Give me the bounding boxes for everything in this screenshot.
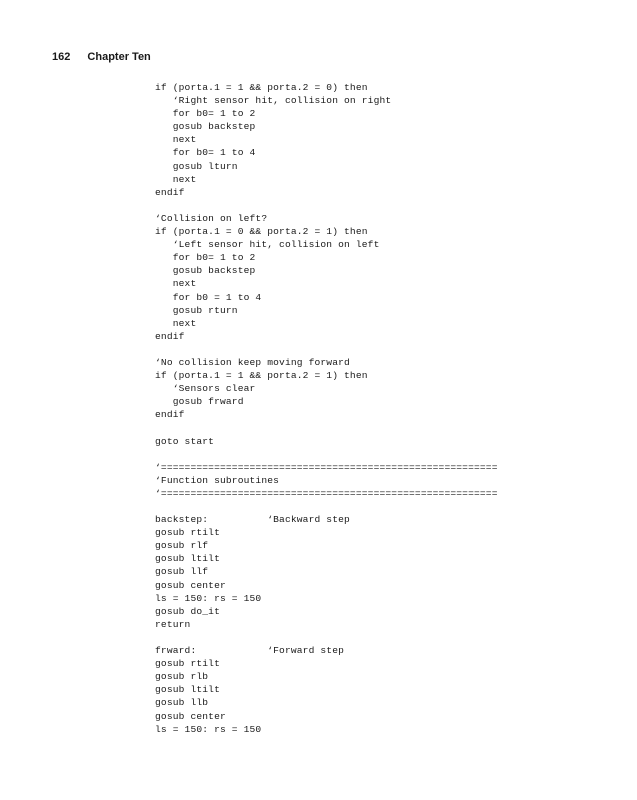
code-listing xyxy=(155,81,498,736)
code-line: gosub llf xyxy=(155,566,209,578)
code-line: gosub rtilt xyxy=(155,527,220,539)
code-line: gosub backstep xyxy=(155,265,256,277)
code-line: for b0= 1 to 2 xyxy=(155,252,256,264)
code-line: gosub center xyxy=(155,579,226,591)
code-line: ls = 150: rs = 150 xyxy=(155,592,262,604)
code-line: next xyxy=(155,278,197,290)
code-line xyxy=(155,631,498,644)
code-line: endif xyxy=(155,409,185,421)
code-line xyxy=(155,500,498,513)
code-line: endif xyxy=(155,330,185,342)
code-line: for b0= 1 to 2 xyxy=(155,108,256,120)
code-line: ‘Right sensor hit, collision on right xyxy=(155,95,392,107)
code-line: for b0= 1 to 4 xyxy=(155,147,256,159)
code-line: endif xyxy=(155,186,185,198)
code-line: gosub llb xyxy=(155,697,209,709)
code-line: ‘No collision keep moving forward xyxy=(155,356,350,368)
page-number: 162 xyxy=(52,51,71,63)
code-line: ‘========================================================= xyxy=(155,461,498,473)
code-line: next xyxy=(155,317,197,329)
code-line xyxy=(155,448,498,461)
code-line: for b0 = 1 to 4 xyxy=(155,291,262,303)
code-line: gosub rturn xyxy=(155,304,238,316)
code-line: gosub ltilt xyxy=(155,684,220,696)
code-line: next xyxy=(155,134,197,146)
code-line: next xyxy=(155,173,197,185)
code-line: ‘Left sensor hit, collision on left xyxy=(155,239,380,251)
code-line: if (porta.1 = 0 && porta.2 = 1) then xyxy=(155,226,368,238)
code-line: gosub center xyxy=(155,710,226,722)
code-line: if (porta.1 = 1 && porta.2 = 0) then xyxy=(155,82,368,93)
code-line: goto start xyxy=(155,435,215,447)
code-line: ‘Sensors clear xyxy=(155,383,256,395)
code-line: ‘Collision on left? xyxy=(155,212,268,224)
code-line: gosub rlb xyxy=(155,671,209,683)
code-line: gosub lturn xyxy=(155,160,238,172)
code-line: gosub rtilt xyxy=(155,658,220,670)
page-header xyxy=(52,51,151,63)
code-line: gosub frward xyxy=(155,396,244,408)
code-line xyxy=(155,421,498,434)
code-line: if (porta.1 = 1 && porta.2 = 1) then xyxy=(155,370,368,382)
code-line xyxy=(155,199,498,212)
code-line: ‘Function subroutines xyxy=(155,474,280,486)
code-line: gosub rlf xyxy=(155,540,209,552)
code-line: backstep: ‘Backward step xyxy=(155,514,350,526)
code-line: return xyxy=(155,618,191,630)
code-line: ls = 150: rs = 150 xyxy=(155,723,262,735)
code-line: gosub ltilt xyxy=(155,553,220,565)
code-line: ‘========================================================= xyxy=(155,487,498,499)
code-line xyxy=(155,343,498,356)
code-line: gosub do_it xyxy=(155,605,220,617)
code-line: frward: ‘Forward step xyxy=(155,645,345,657)
code-line: gosub backstep xyxy=(155,121,256,133)
chapter-title: Chapter Ten xyxy=(87,51,151,63)
